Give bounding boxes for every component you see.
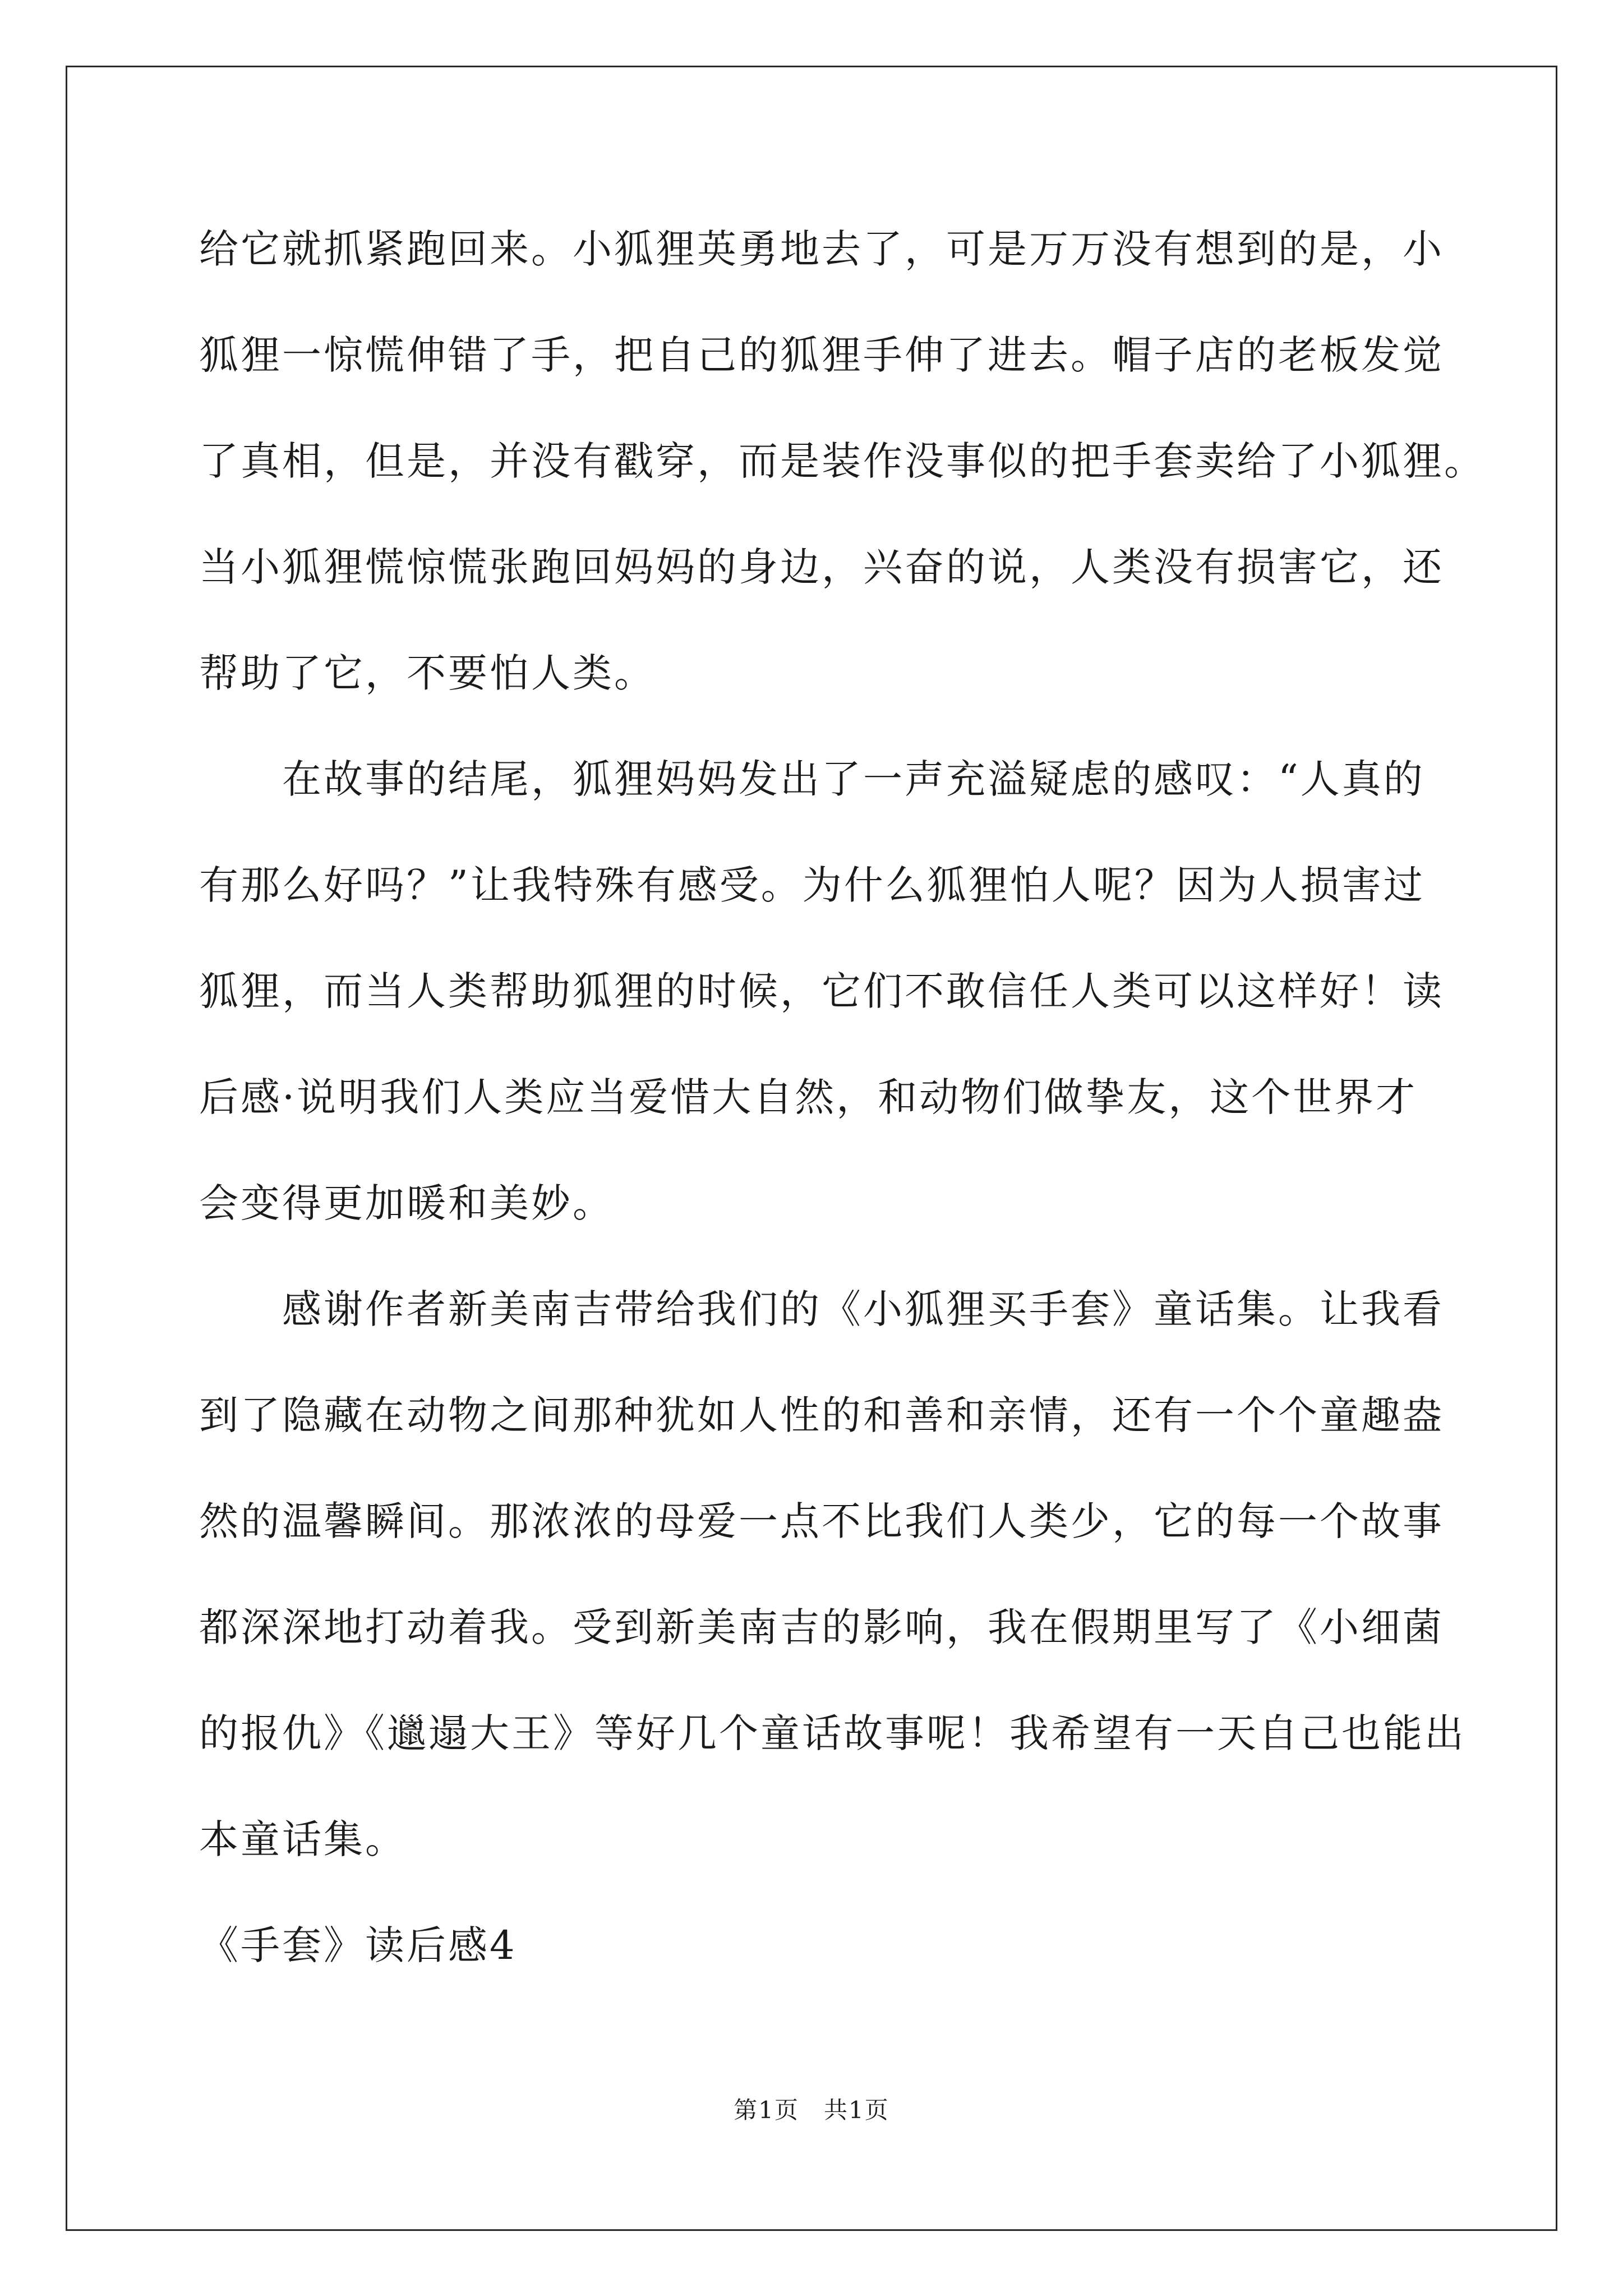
text-line: 狐狸，而当人类帮助狐狸的时候，它们不敢信任人类可以这样好！读: [199, 968, 1444, 1014]
text-line: 然的温馨瞬间。那浓浓的母爱一点不比我们人类少，它的每一个故事: [199, 1498, 1444, 1544]
text-line: 给它就抓紧跑回来。小狐狸英勇地去了，可是万万没有想到的是，小: [199, 226, 1444, 272]
section-heading: 《手套》读后感4: [199, 1922, 517, 1968]
paragraph-1: [199, 196, 1486, 726]
text-line: 帮助了它，不要怕人类。: [199, 650, 656, 696]
text-line: 狐狸一惊慌伸错了手，把自己的狐狸手伸了进去。帽子店的老板发觉: [199, 332, 1444, 378]
text-line: 都深深地打动着我。受到新美南吉的影响，我在假期里写了《小细菌: [199, 1604, 1444, 1650]
text-line: 的报仇》《邋遢大王》等好几个童话故事呢！我希望有一天自己也能出: [199, 1710, 1466, 1756]
document-body: [199, 196, 1486, 1999]
text-line: 了真相，但是，并没有戳穿，而是装作没事似的把手套卖给了小狐狸。: [199, 438, 1486, 484]
paragraph-2: [199, 726, 1444, 1257]
paragraph-3: [199, 1257, 1466, 1893]
text-line: 在故事的结尾，狐狸妈妈发出了一声充溢疑虑的感叹：“人真的: [282, 756, 1425, 802]
page-number-footer: 第1页 共1页: [734, 2096, 889, 2124]
text-line: 当小狐狸慌惊慌张跑回妈妈的身边，兴奋的说，人类没有损害它，还: [199, 544, 1444, 590]
text-line: 到了隐藏在动物之间那种犹如人性的和善和亲情，还有一个个童趣盎: [199, 1392, 1444, 1438]
text-line: 会变得更加暖和美妙。: [199, 1180, 614, 1226]
text-line: 有那么好吗？”让我特殊有感受。为什么狐狸怕人呢？因为人损害过: [199, 862, 1425, 908]
text-line: 后感·说明我们人类应当爱惜大自然，和动物们做挚友，这个世界才: [199, 1074, 1418, 1120]
text-line: 感谢作者新美南吉带给我们的《小狐狸买手套》童话集。让我看: [282, 1286, 1444, 1332]
text-line: 本童话集。: [199, 1816, 407, 1862]
